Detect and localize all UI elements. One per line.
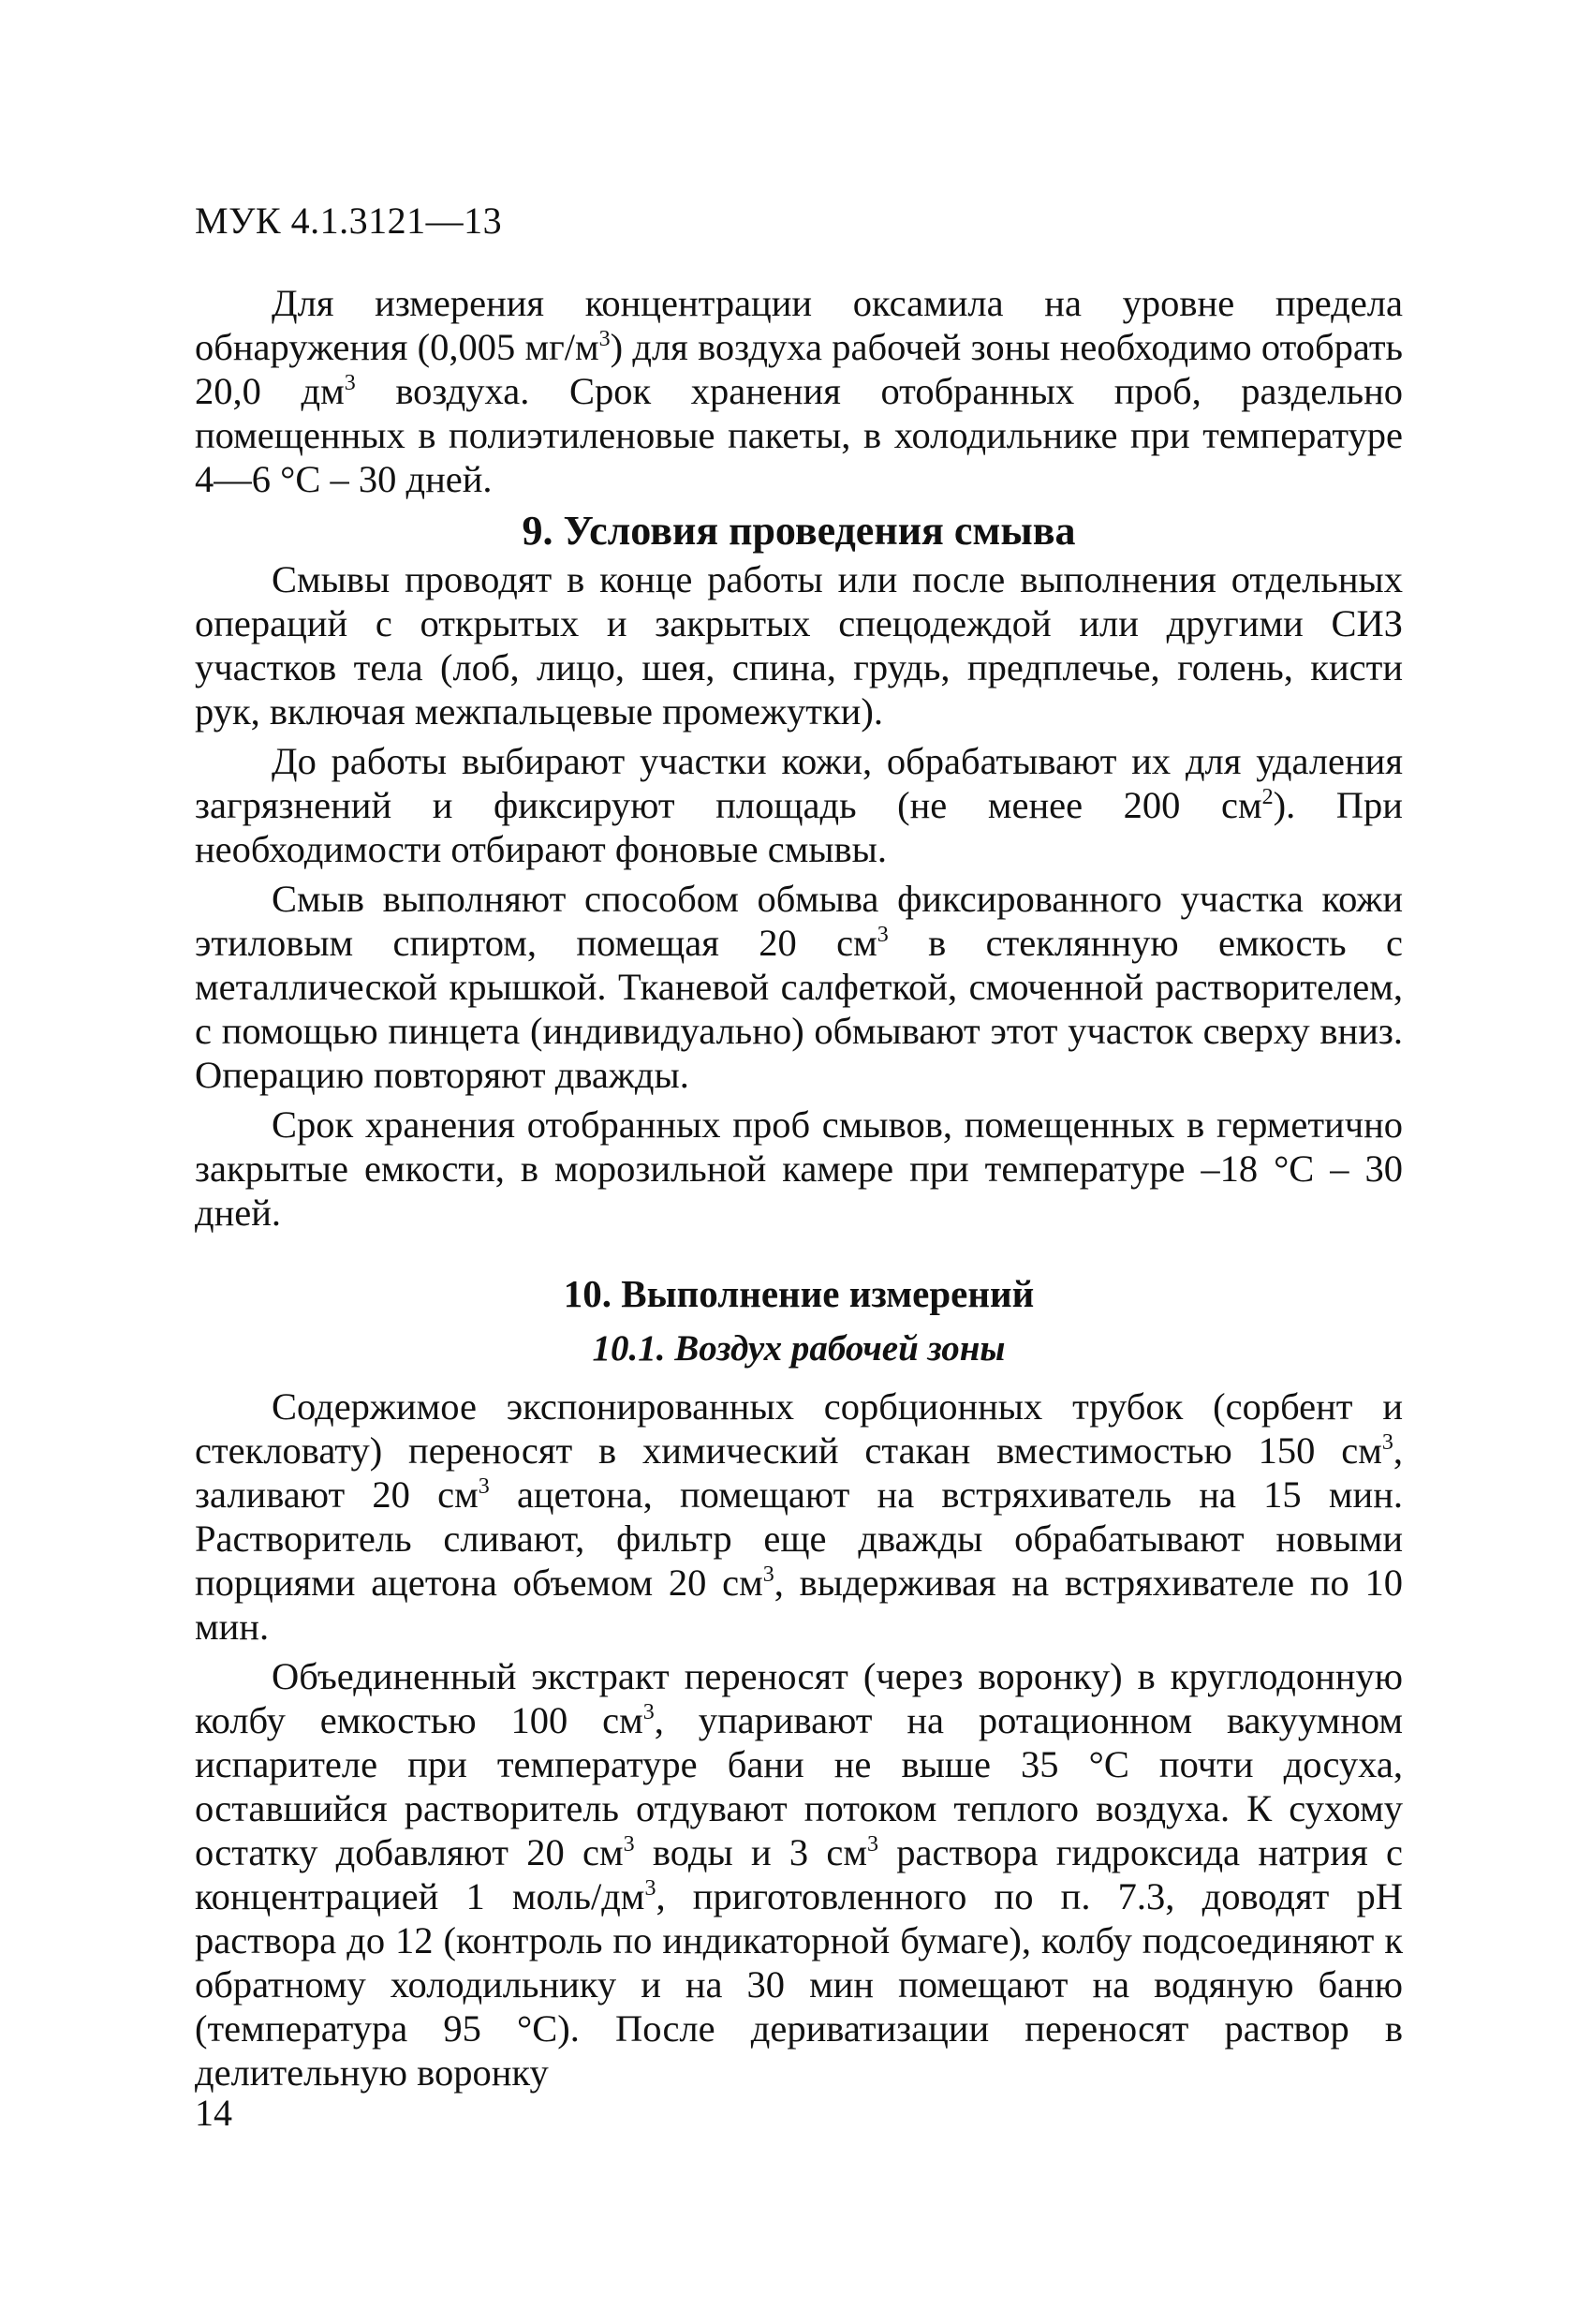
section-9-paragraph-2 — [195, 739, 1403, 871]
superscript: 2 — [1261, 785, 1274, 809]
section-10-1-paragraph-1 — [195, 1384, 1403, 1649]
text-run: Смыв выполняют способом обмыва фиксированного участка кожи этиловым спиртом, помещая 20 см — [195, 878, 1403, 964]
section-9-paragraph-1: Смывы проводят в конце работы или после выполнения отдельных операций с открытых и закрытых спецодеждой или другими СИЗ участков тела (лоб, лицо, шея, спина, грудь, предплечье, голень, кисти рук, включая межпальцевые промежутки). — [195, 558, 1403, 733]
text-run: раствора гидроксида натрия с концентрацией 1 моль/дм — [195, 1831, 1403, 1917]
superscript: 3 — [344, 371, 356, 395]
paragraph-sampling-volume — [195, 281, 1403, 501]
page-number: 14 — [195, 2092, 232, 2134]
superscript: 3 — [644, 1876, 656, 1901]
document-code-header: МУК 4.1.3121—13 — [195, 200, 503, 242]
superscript: 3 — [623, 1832, 635, 1857]
text-run: ацетона, помещают на встряхиватель на 15 мин. Растворитель сливают, фильтр еще дважды обрабатывают новыми порциями ацетона объемом 20 см — [195, 1473, 1403, 1604]
text-run: Объединенный экстракт переносят (через воронку) в круглодонную колбу емкостью 100 см — [195, 1655, 1403, 1741]
section-9-paragraph-4: Срок хранения отобранных проб смывов, помещенных в герметично закрытые емкости, в морозильной камере при температуре –18 °С – 30 дней. — [195, 1103, 1403, 1234]
section-9-paragraph-3 — [195, 877, 1403, 1097]
section-10-1-paragraph-2 — [195, 1654, 1403, 2095]
text-run: Содержимое экспонированных сорбционных трубок (сорбент и стекловату) переносят в химический стакан вместимостью 150 см — [195, 1385, 1403, 1472]
text-run: Для измерения концентрации оксамила на уровне предела обнаружения (0,005 мг/м — [195, 282, 1403, 368]
text-run: воздуха. Срок хранения отобранных проб, раздельно помещенных в полиэтиленовые пакеты, в холодильнике при температуре 4—6 °С – 30 дней. — [195, 370, 1403, 500]
section-10-heading: 10. Выполнение измерений — [563, 1272, 1035, 1315]
superscript: 3 — [478, 1474, 490, 1499]
text-run: ). При необходимости отбирают фоновые смывы. — [195, 784, 1403, 870]
superscript: 3 — [642, 1700, 655, 1724]
text-run: воды и 3 см — [634, 1831, 868, 1873]
superscript: 3 — [867, 1832, 879, 1857]
document-body — [195, 281, 1403, 2095]
superscript: 3 — [1381, 1430, 1393, 1455]
section-10-1-subheading: 10.1. Воздух рабочей зоны — [592, 1328, 1006, 1369]
text-run: в стеклянную емкость с металлической крышкой. Тканевой салфеткой, смоченной растворителем, с помощью пинцета (индивидуально) обмывают этот участок сверху вниз. Операцию повторяют дважды. — [195, 922, 1403, 1096]
text-run: , выдерживая на встряхивателе по 10 мин. — [195, 1562, 1404, 1648]
superscript: 3 — [877, 923, 889, 947]
text-run: До работы выбирают участки кожи, обрабатывают их для удаления загрязнений и фиксируют площадь (не менее 200 см — [195, 740, 1403, 826]
text-run: , заливают 20 см — [195, 1429, 1403, 1516]
superscript: 3 — [762, 1562, 774, 1587]
section-9-heading: 9. Условия проведения смыва — [522, 508, 1076, 554]
text-run: , приготовленного по п. 7.3, доводят pH раствора до 12 (контроль по индикаторной бумаге), колбу подсоединяют к обратному холодильнику и на 30 мин помещают на водяную баню (температура 95 °С). После дериватизации переносят раствор в делительную воронку — [195, 1875, 1404, 2094]
text-run: , упаривают на ротационном вакуумном испарителе при температуре бани не выше 35 °С почти досуха, оставшийся растворитель отдувают потоком теплого воздуха. К сухому остатку добавляют 20 см — [195, 1699, 1403, 1873]
text-run: ) для воздуха рабочей зоны необходимо отобрать 20,0 дм — [195, 326, 1403, 412]
superscript: 3 — [598, 327, 611, 351]
